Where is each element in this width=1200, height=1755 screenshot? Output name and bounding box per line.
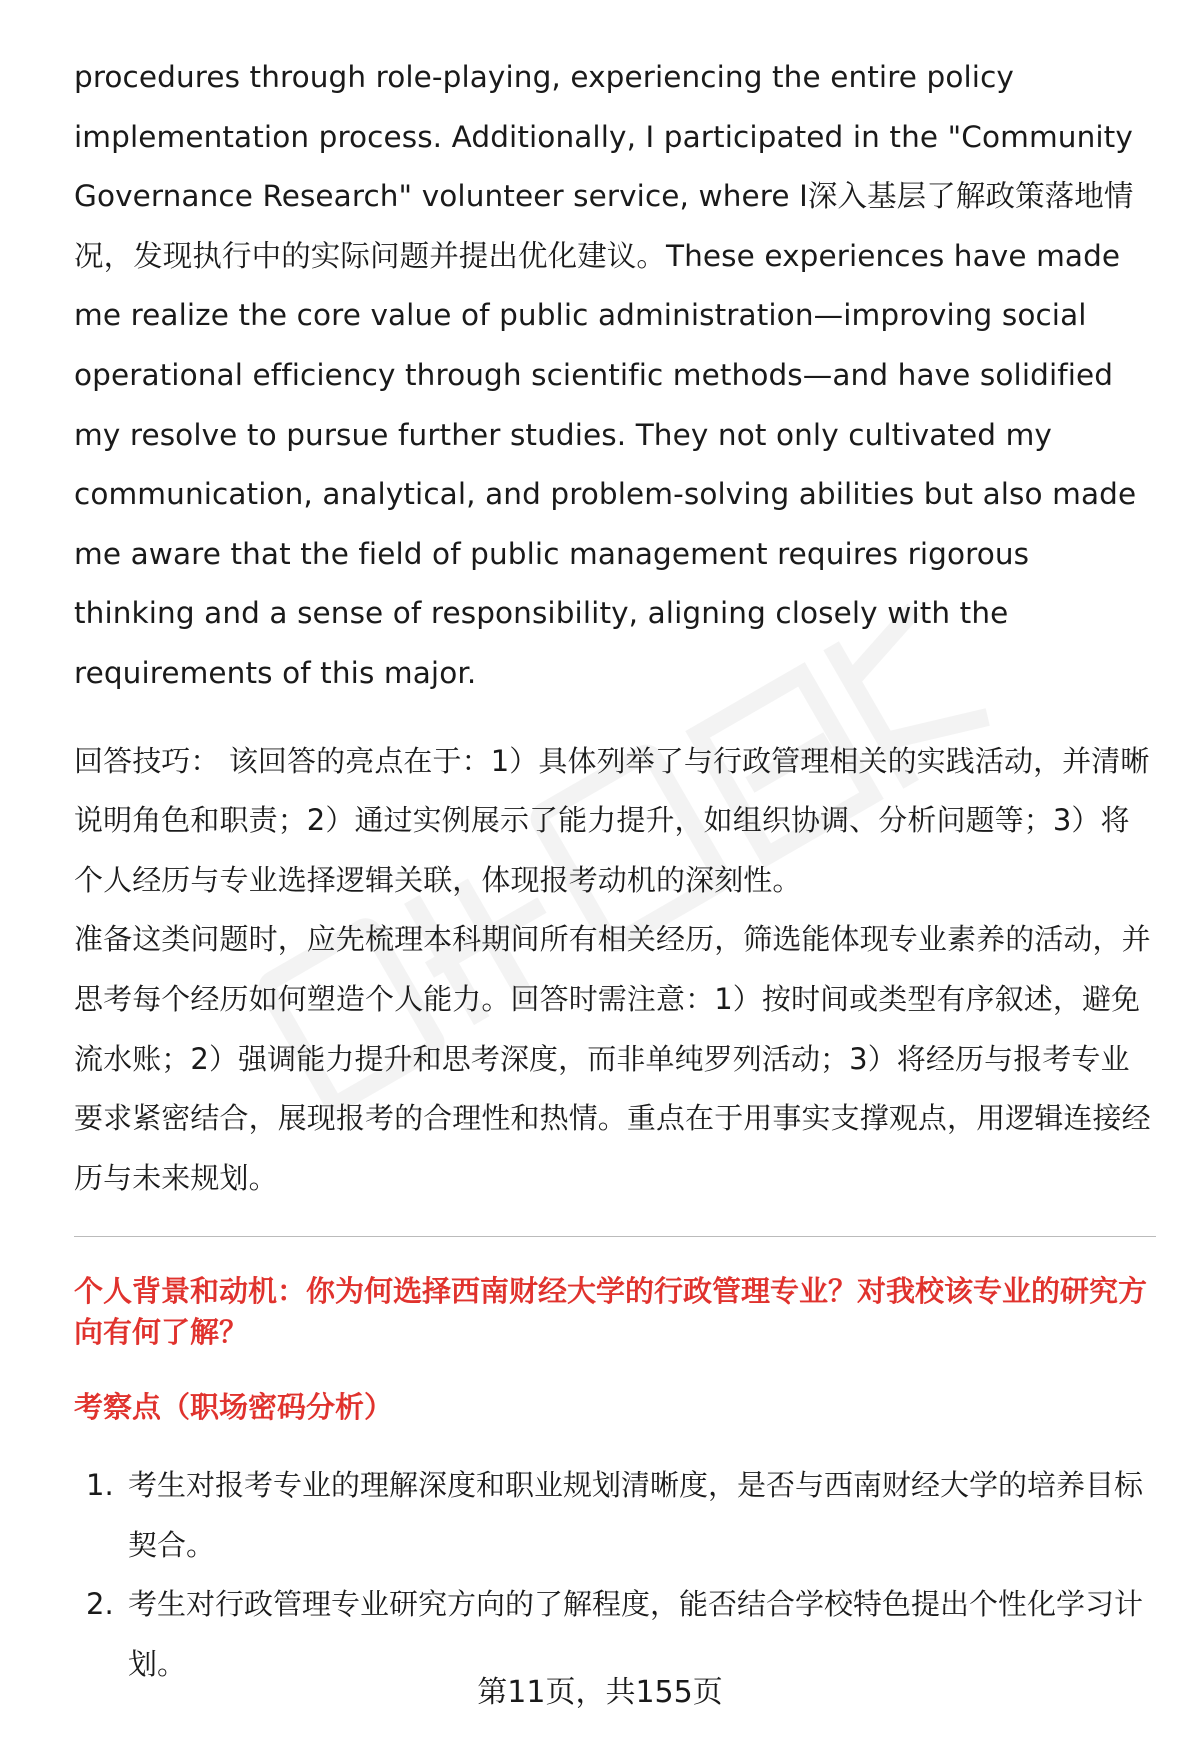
- tips-paragraph-1: 回答技巧： 该回答的亮点在于：1）具体列举了与行政管理相关的实践活动，并清晰说明角色和职责；2）通过实例展示了能力提升，如组织协调、分析问题等；3）将个人经历与专业选择逻辑关联，体现报考动机的深刻性。: [74, 743, 1150, 897]
- document-page: [74, 48, 1154, 1711]
- list-item-text: 考生对报考专业的理解深度和职业规划清晰度，是否与西南财经大学的培养目标契合。: [128, 1468, 1144, 1562]
- section-divider: [74, 1236, 1156, 1237]
- page-number: 第11页，共155页: [477, 1675, 723, 1710]
- list-item: [74, 1456, 1154, 1575]
- analysis-points-list: [74, 1456, 1154, 1694]
- list-item-text: 考生对行政管理专业研究方向的了解程度，能否结合学校特色提出个性化学习计划。: [128, 1587, 1144, 1682]
- list-item-number: 1.: [86, 1468, 114, 1503]
- list-item-number: 2.: [86, 1587, 114, 1622]
- body-paragraph: procedures through role-playing, experiencing the entire policy implementation process. Additionally, I participated in the "Community Governance Research" volunteer service, where I深入基层了解政策落地情况，发现执行中的实际问题并提出优化建议。These experiences have made me realize the core value of public administration—improving social operational efficiency through scientific methods—and have solidified my resolve to pursue further studies. They not only cultivated my communication, analytical, and problem-solving abilities but also made me aware that the field of public management requires rigorous thinking and a sense of responsibility, aligning closely with the requirements of this major.: [74, 60, 1137, 690]
- answer-tips-section: [74, 732, 1154, 1209]
- question-heading: 个人背景和动机：你为何选择西南财经大学的行政管理专业？对我校该专业的研究方向有何了解？: [74, 1274, 1148, 1350]
- tips-paragraph-2: 准备这类问题时，应先梳理本科期间所有相关经历，筛选能体现专业素养的活动，并思考每个经历如何塑造个人能力。回答时需注意：1）按时间或类型有序叙述，避免流水账；2）强调能力提升和思考深度，而非单纯罗列活动；3）将经历与报考专业要求紧密结合，展现报考的合理性和热情。重点在于用事实支撑观点，用逻辑连接经历与未来规划。: [74, 922, 1151, 1195]
- analysis-subheading: 考察点（职场密码分析）: [74, 1390, 394, 1425]
